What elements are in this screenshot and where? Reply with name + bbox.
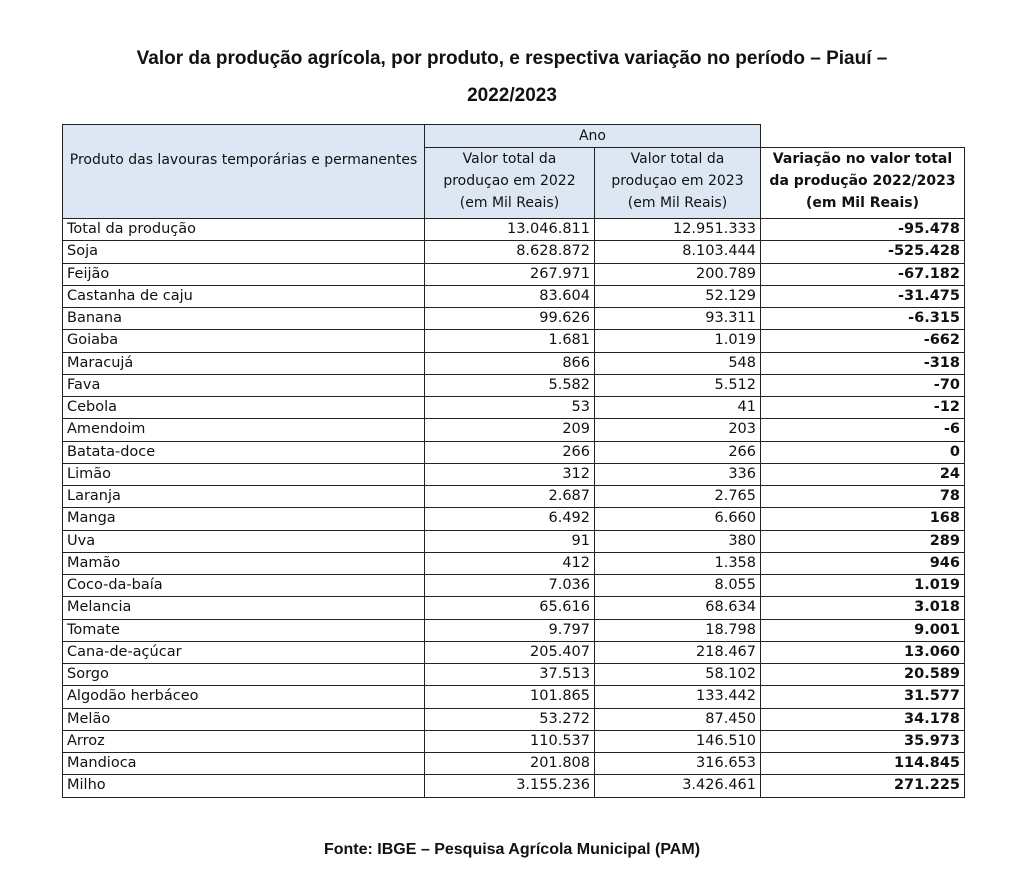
value-2022-cell: 267.971 (425, 263, 595, 285)
product-cell: Goiaba (63, 330, 425, 352)
value-2022-cell: 53 (425, 397, 595, 419)
document-title (0, 40, 1024, 114)
header-product: Produto das lavouras temporárias e permanentes (63, 125, 425, 219)
table-row (63, 397, 965, 419)
variation-cell: 13.060 (761, 641, 965, 663)
table-row (63, 285, 965, 307)
product-cell: Cebola (63, 397, 425, 419)
table-row (63, 374, 965, 396)
value-2023-cell: 18.798 (595, 619, 761, 641)
variation-cell: -70 (761, 374, 965, 396)
header-2023: Valor total da produçao em 2023 (em Mil Reais) (595, 148, 761, 219)
value-2023-cell: 93.311 (595, 308, 761, 330)
value-2023-cell: 336 (595, 463, 761, 485)
product-cell: Melancia (63, 597, 425, 619)
value-2023-cell: 5.512 (595, 374, 761, 396)
product-cell: Batata-doce (63, 441, 425, 463)
value-2022-cell: 412 (425, 552, 595, 574)
product-cell: Uva (63, 530, 425, 552)
value-2023-cell: 218.467 (595, 641, 761, 663)
variation-cell: 3.018 (761, 597, 965, 619)
table-row (63, 619, 965, 641)
value-2022-cell: 201.808 (425, 753, 595, 775)
product-cell: Coco-da-baía (63, 575, 425, 597)
value-2022-cell: 13.046.811 (425, 219, 595, 241)
variation-cell: 168 (761, 508, 965, 530)
variation-cell: -318 (761, 352, 965, 374)
variation-cell: 289 (761, 530, 965, 552)
variation-cell: 35.973 (761, 730, 965, 752)
value-2022-cell: 8.628.872 (425, 241, 595, 263)
table-row (63, 241, 965, 263)
header-variation: Variação no valor total da produção 2022/2023 (em Mil Reais) (761, 148, 965, 219)
value-2023-cell: 87.450 (595, 708, 761, 730)
product-cell: Soja (63, 241, 425, 263)
variation-cell: 946 (761, 552, 965, 574)
product-cell: Laranja (63, 486, 425, 508)
source-note: Fonte: IBGE – Pesquisa Agrícola Municipal (PAM) (323, 841, 701, 858)
variation-cell: 114.845 (761, 753, 965, 775)
product-cell: Cana-de-açúcar (63, 641, 425, 663)
value-2023-cell: 133.442 (595, 686, 761, 708)
table-row (63, 530, 965, 552)
product-cell: Amendoim (63, 419, 425, 441)
variation-cell: -12 (761, 397, 965, 419)
table-row (63, 419, 965, 441)
value-2023-cell: 2.765 (595, 486, 761, 508)
value-2022-cell: 91 (425, 530, 595, 552)
variation-cell: 31.577 (761, 686, 965, 708)
table-row (63, 552, 965, 574)
product-cell: Total da produção (63, 219, 425, 241)
value-2022-cell: 53.272 (425, 708, 595, 730)
table-row (63, 597, 965, 619)
value-2023-cell: 548 (595, 352, 761, 374)
title-line-1: Valor da produção agrícola, por produto, e respectiva variação no período – Piauí – (136, 48, 888, 69)
product-cell: Mamão (63, 552, 425, 574)
value-2023-cell: 203 (595, 419, 761, 441)
variation-cell: -525.428 (761, 241, 965, 263)
product-cell: Tomate (63, 619, 425, 641)
table-row (63, 219, 965, 241)
product-cell: Castanha de caju (63, 285, 425, 307)
table-row (63, 352, 965, 374)
variation-cell: 78 (761, 486, 965, 508)
value-2023-cell: 380 (595, 530, 761, 552)
table-row (63, 641, 965, 663)
title-line-2: 2022/2023 (467, 85, 557, 106)
variation-cell: -67.182 (761, 263, 965, 285)
variation-cell: -6.315 (761, 308, 965, 330)
product-cell: Limão (63, 463, 425, 485)
value-2022-cell: 83.604 (425, 285, 595, 307)
table-row (63, 308, 965, 330)
value-2023-cell: 8.055 (595, 575, 761, 597)
value-2022-cell: 3.155.236 (425, 775, 595, 797)
variation-cell: 0 (761, 441, 965, 463)
value-2022-cell: 209 (425, 419, 595, 441)
table-row (63, 575, 965, 597)
value-2023-cell: 266 (595, 441, 761, 463)
variation-cell: -31.475 (761, 285, 965, 307)
header-ano: Ano (425, 125, 761, 148)
product-cell: Fava (63, 374, 425, 396)
value-2023-cell: 41 (595, 397, 761, 419)
value-2022-cell: 2.687 (425, 486, 595, 508)
table-row (63, 463, 965, 485)
table-row (63, 330, 965, 352)
value-2022-cell: 37.513 (425, 664, 595, 686)
variation-cell: 24 (761, 463, 965, 485)
product-cell: Feijão (63, 263, 425, 285)
value-2023-cell: 1.019 (595, 330, 761, 352)
header-2022: Valor total da produçao em 2022 (em Mil Reais) (425, 148, 595, 219)
product-cell: Melão (63, 708, 425, 730)
value-2022-cell: 99.626 (425, 308, 595, 330)
value-2022-cell: 6.492 (425, 508, 595, 530)
value-2023-cell: 12.951.333 (595, 219, 761, 241)
value-2022-cell: 101.865 (425, 686, 595, 708)
value-2022-cell: 866 (425, 352, 595, 374)
value-2022-cell: 9.797 (425, 619, 595, 641)
table-row (63, 441, 965, 463)
table-row (63, 486, 965, 508)
table-row (63, 686, 965, 708)
variation-cell: -662 (761, 330, 965, 352)
value-2023-cell: 1.358 (595, 552, 761, 574)
table-row (63, 263, 965, 285)
production-table (62, 124, 965, 798)
value-2023-cell: 316.653 (595, 753, 761, 775)
value-2023-cell: 52.129 (595, 285, 761, 307)
value-2023-cell: 6.660 (595, 508, 761, 530)
table-body (63, 219, 965, 798)
table-row (63, 753, 965, 775)
variation-cell: -95.478 (761, 219, 965, 241)
value-2022-cell: 65.616 (425, 597, 595, 619)
product-cell: Algodão herbáceo (63, 686, 425, 708)
variation-cell: 20.589 (761, 664, 965, 686)
value-2023-cell: 146.510 (595, 730, 761, 752)
value-2023-cell: 3.426.461 (595, 775, 761, 797)
table-row (63, 708, 965, 730)
product-cell: Manga (63, 508, 425, 530)
value-2022-cell: 205.407 (425, 641, 595, 663)
value-2022-cell: 266 (425, 441, 595, 463)
product-cell: Maracujá (63, 352, 425, 374)
product-cell: Banana (63, 308, 425, 330)
value-2023-cell: 8.103.444 (595, 241, 761, 263)
table-row (63, 664, 965, 686)
product-cell: Mandioca (63, 753, 425, 775)
variation-cell: 9.001 (761, 619, 965, 641)
value-2022-cell: 7.036 (425, 575, 595, 597)
value-2022-cell: 1.681 (425, 330, 595, 352)
table-row (63, 508, 965, 530)
product-cell: Milho (63, 775, 425, 797)
value-2022-cell: 312 (425, 463, 595, 485)
value-2023-cell: 200.789 (595, 263, 761, 285)
table-row (63, 775, 965, 797)
value-2023-cell: 58.102 (595, 664, 761, 686)
value-2023-cell: 68.634 (595, 597, 761, 619)
variation-cell: -6 (761, 419, 965, 441)
variation-cell: 1.019 (761, 575, 965, 597)
product-cell: Sorgo (63, 664, 425, 686)
variation-cell: 34.178 (761, 708, 965, 730)
value-2022-cell: 5.582 (425, 374, 595, 396)
header-blank (761, 125, 965, 148)
variation-cell: 271.225 (761, 775, 965, 797)
product-cell: Arroz (63, 730, 425, 752)
table-row (63, 730, 965, 752)
value-2022-cell: 110.537 (425, 730, 595, 752)
